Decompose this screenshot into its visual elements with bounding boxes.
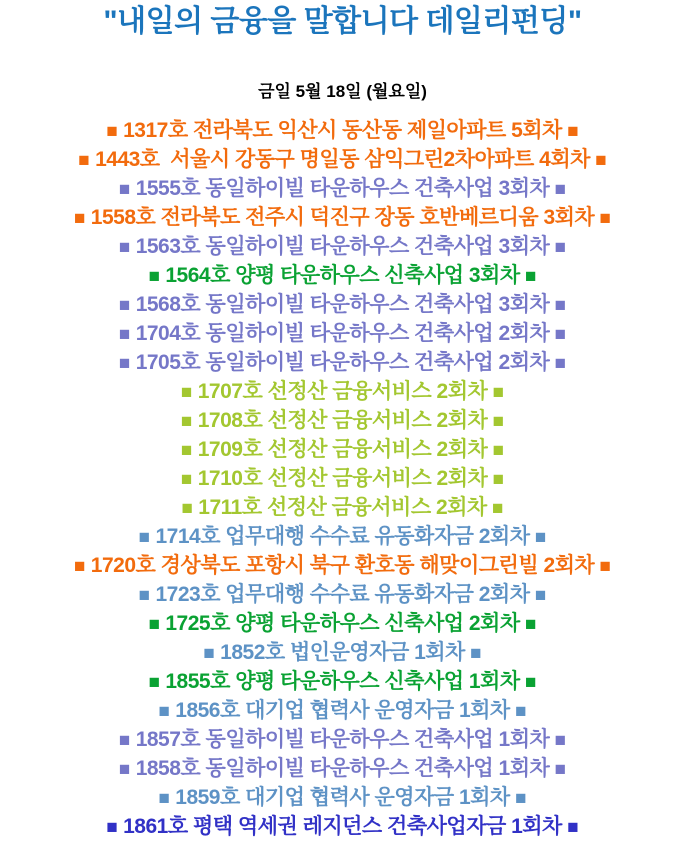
list-item-text: 1709호 선정산 금융서비스 2회차 — [192, 438, 493, 461]
square-bullet-icon: ■ — [118, 295, 131, 316]
square-bullet-icon: ■ — [524, 266, 537, 287]
square-bullet-icon: ■ — [470, 643, 482, 664]
square-bullet-icon: ■ — [180, 411, 193, 432]
square-bullet-icon: ■ — [554, 295, 567, 316]
square-bullet-icon: ■ — [567, 121, 579, 142]
list-item-text: 1852호 법인운영자금 1회차 — [214, 641, 471, 664]
square-bullet-icon: ■ — [73, 556, 86, 577]
list-item — [0, 233, 685, 262]
list-item-text: 1855호 양평 타운하우스 신축사업 1회차 — [160, 670, 525, 693]
square-bullet-icon: ■ — [118, 237, 131, 258]
list-item — [0, 146, 685, 175]
date-line: 금일 5월 18일 (월요일) — [258, 82, 427, 101]
square-bullet-icon: ■ — [599, 556, 612, 577]
list-item — [0, 784, 685, 813]
list-item-text: 1856호 대기업 협력사 운영자금 1회차 — [169, 699, 516, 722]
list-item — [0, 668, 685, 697]
square-bullet-icon: ■ — [181, 498, 193, 519]
square-bullet-icon: ■ — [118, 730, 131, 751]
list-item-text: 1714호 업무대행 수수료 유동화자금 2회차 — [150, 525, 535, 548]
list-item — [0, 610, 685, 639]
square-bullet-icon: ■ — [78, 150, 90, 171]
list-item — [0, 813, 685, 842]
square-bullet-icon: ■ — [554, 730, 567, 751]
list-item — [0, 436, 685, 465]
list-item-text: 1555호 동일하이빌 타운하우스 건축사업 3회차 — [130, 177, 555, 200]
list-item-text: 1317호 전라북도 익산시 동산동 제일아파트 5회차 — [117, 119, 568, 142]
square-bullet-icon: ■ — [106, 817, 118, 838]
square-bullet-icon: ■ — [158, 701, 170, 722]
list-item-text: 1710호 선정산 금융서비스 2회차 — [192, 467, 493, 490]
list-item-text: 1558호 전라북도 전주시 덕진구 장동 호반베르디움 3회차 — [85, 206, 600, 229]
list-item-text: 1720호 경상북도 포항시 북구 환호동 해맞이그린빌 2회차 — [85, 554, 600, 577]
list-item-text: 1707호 선정산 금융서비스 2회차 — [192, 380, 493, 403]
square-bullet-icon: ■ — [118, 353, 131, 374]
list-item — [0, 204, 685, 233]
square-bullet-icon: ■ — [554, 237, 567, 258]
square-bullet-icon: ■ — [203, 643, 215, 664]
list-item — [0, 291, 685, 320]
list-item — [0, 552, 685, 581]
list-item — [0, 697, 685, 726]
square-bullet-icon: ■ — [567, 817, 579, 838]
list-item — [0, 726, 685, 755]
list-item — [0, 581, 685, 610]
square-bullet-icon: ■ — [554, 353, 567, 374]
square-bullet-icon: ■ — [180, 382, 193, 403]
list-item-text: 1563호 동일하이빌 타운하우스 건축사업 3회차 — [130, 235, 555, 258]
page-title: "내일의 금융을 말합니다 데일리펀딩" — [103, 5, 582, 38]
square-bullet-icon: ■ — [148, 266, 161, 287]
square-bullet-icon: ■ — [180, 469, 193, 490]
list-item-text: 1711호 선정산 금융서비스 2회차 — [192, 496, 493, 519]
square-bullet-icon: ■ — [515, 701, 527, 722]
list-item-text: 1705호 동일하이빌 타운하우스 건축사업 2회차 — [130, 351, 555, 374]
square-bullet-icon: ■ — [118, 179, 131, 200]
list-item-text: 1443호 서울시 강동구 명일동 삼익그린2차아파트 4회차 — [89, 148, 596, 171]
square-bullet-icon: ■ — [554, 759, 567, 780]
list-item — [0, 465, 685, 494]
square-bullet-icon: ■ — [492, 411, 505, 432]
list-item — [0, 494, 685, 523]
square-bullet-icon: ■ — [595, 150, 607, 171]
list-item — [0, 407, 685, 436]
list-item — [0, 639, 685, 668]
square-bullet-icon: ■ — [492, 498, 504, 519]
list-item-text: 1723호 업무대행 수수료 유동화자금 2회차 — [150, 583, 535, 606]
square-bullet-icon: ■ — [148, 672, 161, 693]
square-bullet-icon: ■ — [492, 440, 505, 461]
square-bullet-icon: ■ — [599, 208, 612, 229]
square-bullet-icon: ■ — [554, 179, 567, 200]
list-item-text: 1857호 동일하이빌 타운하우스 건축사업 1회차 — [130, 728, 555, 751]
square-bullet-icon: ■ — [138, 585, 151, 606]
list-item-text: 1708호 선정산 금융서비스 2회차 — [192, 409, 493, 432]
list-item-text: 1861호 평택 역세권 레지던스 건축사업자금 1회차 — [117, 815, 568, 838]
square-bullet-icon: ■ — [524, 672, 537, 693]
square-bullet-icon: ■ — [492, 382, 505, 403]
square-bullet-icon: ■ — [534, 585, 547, 606]
square-bullet-icon: ■ — [492, 469, 505, 490]
square-bullet-icon: ■ — [554, 324, 567, 345]
list-item — [0, 378, 685, 407]
square-bullet-icon: ■ — [138, 527, 151, 548]
square-bullet-icon: ■ — [118, 759, 131, 780]
list-item-text: 1568호 동일하이빌 타운하우스 건축사업 3회차 — [130, 293, 555, 316]
list-item-text: 1858호 동일하이빌 타운하우스 건축사업 1회차 — [130, 757, 555, 780]
square-bullet-icon: ■ — [106, 121, 118, 142]
square-bullet-icon: ■ — [158, 788, 170, 809]
square-bullet-icon: ■ — [534, 527, 547, 548]
list-item-text: 1725호 양평 타운하우스 신축사업 2회차 — [160, 612, 525, 635]
list-item-text: 1859호 대기업 협력사 운영자금 1회차 — [169, 786, 516, 809]
list-item — [0, 320, 685, 349]
list-item — [0, 755, 685, 784]
list-item-text: 1564호 양평 타운하우스 신축사업 3회차 — [160, 264, 525, 287]
list-item-text: 1704호 동일하이빌 타운하우스 건축사업 2회차 — [130, 322, 555, 345]
list-item — [0, 262, 685, 291]
square-bullet-icon: ■ — [515, 788, 527, 809]
square-bullet-icon: ■ — [73, 208, 86, 229]
list-item — [0, 117, 685, 146]
list-item — [0, 175, 685, 204]
list-item — [0, 349, 685, 378]
square-bullet-icon: ■ — [118, 324, 131, 345]
funding-list — [0, 117, 685, 842]
square-bullet-icon: ■ — [148, 614, 161, 635]
square-bullet-icon: ■ — [524, 614, 537, 635]
list-item — [0, 523, 685, 552]
square-bullet-icon: ■ — [180, 440, 193, 461]
